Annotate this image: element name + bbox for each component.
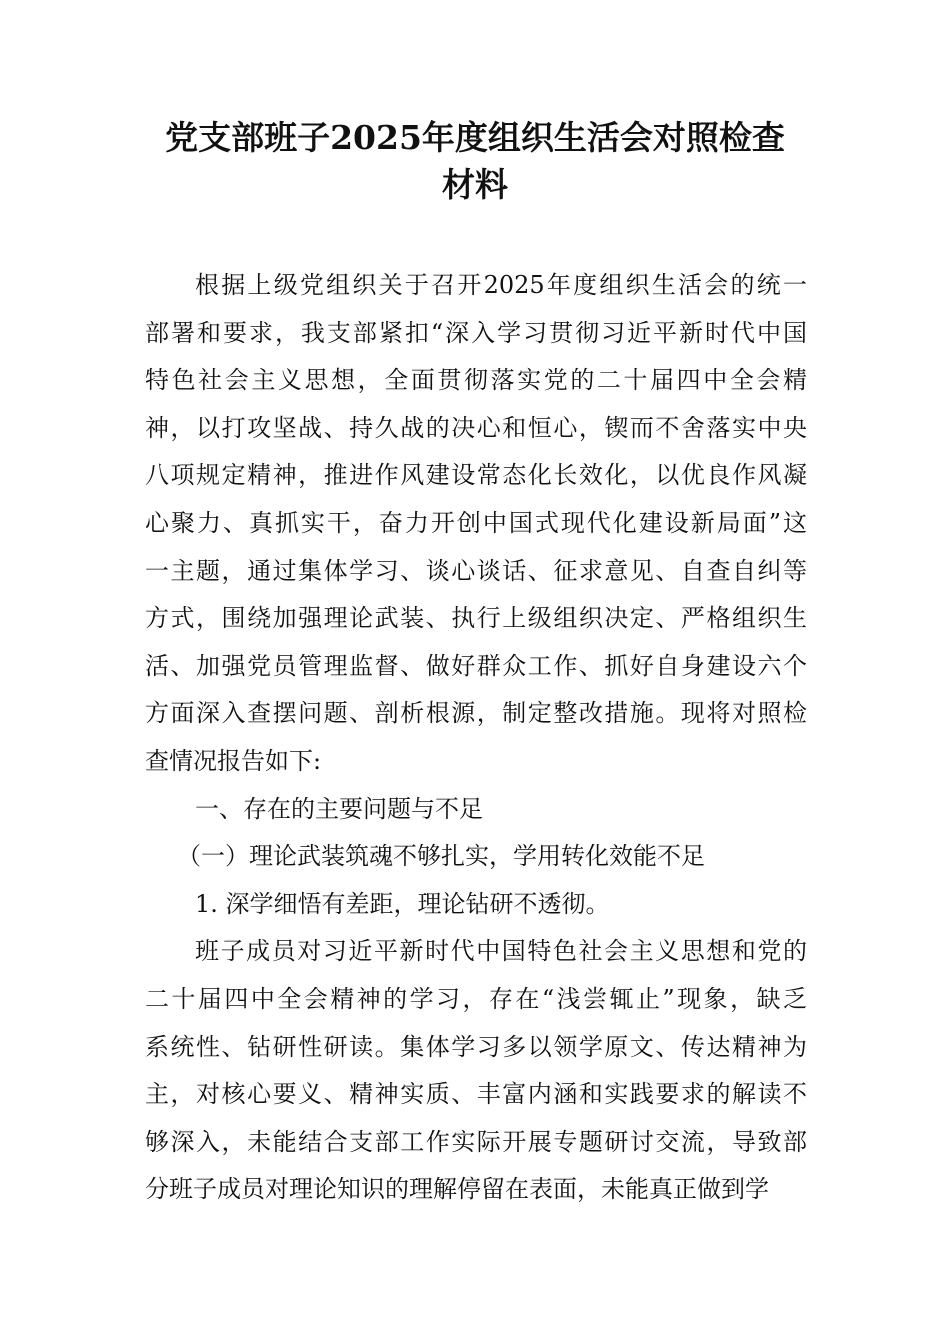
text-line: 1. 深学细悟有差距，理论钻研不透彻。 <box>195 889 610 918</box>
text-line: 方式，围绕加强理论武装、执行上级组织决定、严格组织生 <box>145 604 807 633</box>
body-paragraph <box>145 928 807 1214</box>
document-title-line-2: 材料 <box>442 165 508 204</box>
text-line: （一）理论武装筑魂不够扎实，学用转化效能不足 <box>177 842 705 871</box>
text-line: 活、加强党员管理监督、做好群众工作、抓好自身建设六个 <box>145 651 807 680</box>
document-title-line-1: 党支部班子2025年度组织生活会对照检查 <box>165 118 785 157</box>
text-line: 部署和要求，我支部紧扣“深入学习贯彻习近平新时代中国 <box>145 318 807 347</box>
section-heading3 <box>145 881 807 929</box>
text-line: 分班子成员对理论知识的理解停留在表面，未能真正做到学 <box>145 1175 769 1204</box>
text-line: 够深入，未能结合支部工作实际开展专题研讨交流，导致部 <box>145 1127 807 1156</box>
body-paragraph <box>145 262 807 786</box>
text-line: 主，对核心要义、精神实质、丰富内涵和实践要求的解读不 <box>145 1080 807 1109</box>
text-line: 系统性、钻研性研读。集体学习多以领学原文、传达精神为 <box>145 1032 807 1061</box>
text-line: 班子成员对习近平新时代中国特色社会主义思想和党的 <box>195 937 807 966</box>
section-heading2 <box>145 833 807 881</box>
text-line: 心聚力、真抓实干，奋力开创中国式现代化建设新局面”这 <box>145 508 807 537</box>
text-line: 一主题，通过集体学习、谈心谈话、征求意见、自查自纠等 <box>145 556 807 585</box>
document-body <box>145 262 807 1214</box>
text-line: 查情况报告如下: <box>145 746 322 775</box>
section-heading1 <box>145 786 807 834</box>
text-line: 一、存在的主要问题与不足 <box>195 794 483 823</box>
text-line: 二十届四中全会精神的学习，存在“浅尝辄止”现象，缺乏 <box>145 984 807 1013</box>
text-line: 根据上级党组织关于召开2025年度组织生活会的统一 <box>195 271 807 299</box>
text-line: 神，以打攻坚战、持久战的决心和恒心，锲而不舍落实中央 <box>145 413 807 442</box>
text-line: 方面深入查摆问题、剖析根源，制定整改措施。现将对照检 <box>145 699 807 728</box>
text-line: 八项规定精神，推进作风建设常态化长效化，以优良作风凝 <box>145 461 807 490</box>
text-line: 特色社会主义思想，全面贯彻落实党的二十届四中全会精 <box>145 366 807 395</box>
